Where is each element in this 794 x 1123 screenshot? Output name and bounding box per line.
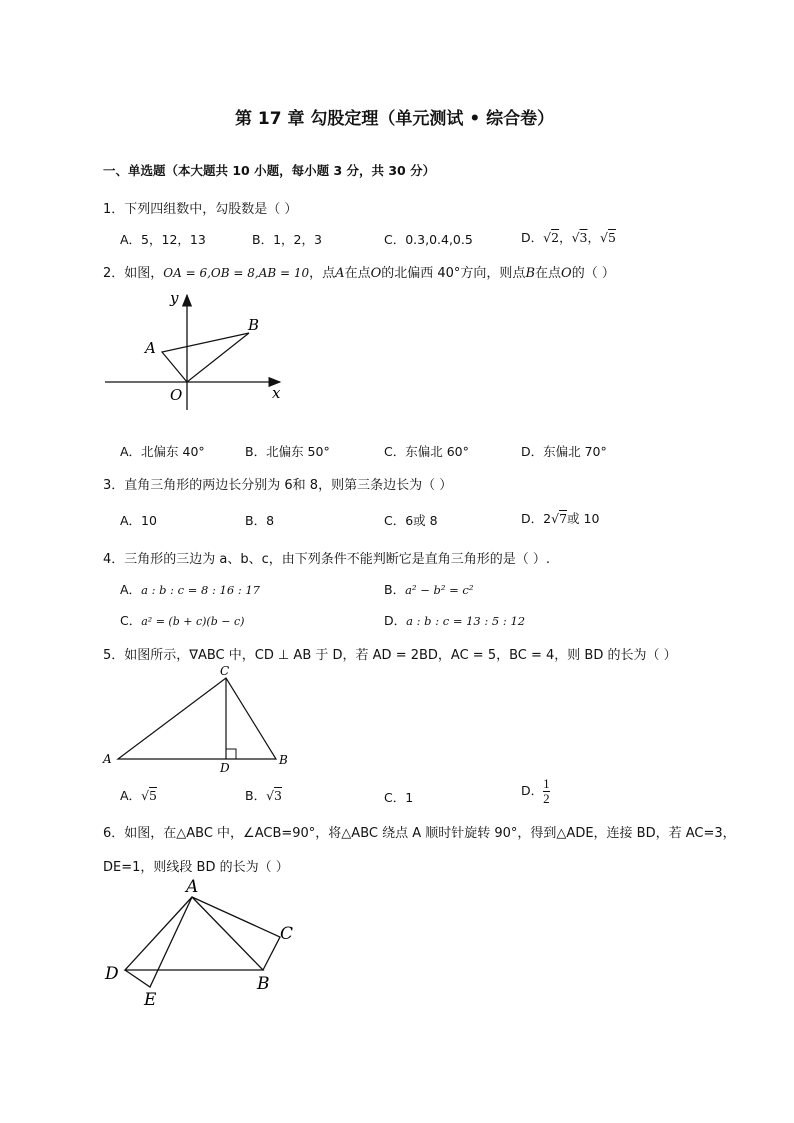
q6-label-a: A: [186, 877, 199, 897]
q5-stem: 5．如图所示，∇ABC 中，CD ⊥ AB 于 D，若 AD = 2BD，AC = 5，BC = 4，则 BD 的长为（ ）: [103, 648, 677, 663]
q6-stem-line2: DE=1，则线段 BD 的长为（ ）: [103, 860, 289, 875]
q5-option-b[interactable]: B．√3: [245, 788, 282, 803]
q5-label-a: A: [103, 752, 112, 766]
q4-option-a-expr: a : b : c = 8 : 16 : 17: [141, 583, 260, 597]
q5-label-c: C: [220, 664, 230, 678]
q2-option-a[interactable]: A．北偏东 40°: [120, 444, 205, 459]
q1-stem: 1．下列四组数中，勾股数是（ ）: [103, 202, 298, 217]
q2-number: 2．如图，: [103, 266, 164, 281]
q5-right-angle: [226, 749, 236, 759]
q5-label-b: B: [279, 753, 288, 767]
q6-figure: [100, 875, 310, 1010]
q5-fraction-num: 1: [543, 776, 550, 791]
q2-label-a: A: [145, 339, 156, 357]
q2-text-tail: 的（ ）: [571, 266, 615, 281]
page-title: 第 17 章 勾股定理（单元测试 • 综合卷）: [235, 109, 555, 129]
q6-triangle-ade: [125, 897, 192, 987]
q2-option-b[interactable]: B．北偏东 50°: [245, 444, 330, 459]
q1-option-b[interactable]: B．1，2，3: [252, 232, 322, 247]
q4-option-c-expr: a² = (b + c)(b − c): [141, 615, 245, 628]
q2-point-o: O: [370, 266, 382, 281]
q4-stem: 4．三角形的三边为 a、b、c，由下列条件不能判断它是直角三角形的是（ ）.: [103, 552, 551, 567]
q2-figure: [100, 285, 300, 410]
q6-triangle-abd: [125, 897, 263, 970]
q1-option-d-label: D．: [521, 230, 544, 245]
q5-option-a-root: 5: [149, 788, 157, 803]
q2-text-1: ，点: [309, 266, 336, 281]
q4-option-a[interactable]: [120, 580, 260, 598]
q6-stem-line1: 6．如图，在△ABC 中，∠ACB=90°，将△ABC 绕点 A 顺时针旋转 90°，得到△ADE，连接 BD，若 AC=3，: [103, 826, 736, 841]
q5-option-a-label: A．: [120, 788, 142, 803]
q5-option-c[interactable]: C．1: [384, 790, 414, 805]
q2-text-4: 在点: [535, 266, 562, 281]
q2-label-b: B: [248, 316, 260, 334]
q2-stem: [103, 262, 615, 281]
q2-label-x: x: [272, 384, 281, 402]
q3-option-d-suffix: 或 10: [567, 511, 600, 526]
q4-option-c-label: C．: [120, 613, 142, 628]
q2-point-o-2: O: [561, 266, 572, 281]
q3-option-c[interactable]: C．6或 8: [384, 513, 438, 528]
q6-label-c: C: [280, 924, 294, 944]
section-heading: 一、单选题（本大题共 10 小题，每小题 3 分，共 30 分）: [103, 163, 436, 178]
q5-option-a[interactable]: A．√5: [120, 788, 157, 803]
q6-label-e: E: [144, 990, 157, 1010]
q6-label-d: D: [105, 964, 119, 984]
q5-label-d: D: [220, 761, 230, 775]
q3-option-b[interactable]: B．8: [245, 513, 275, 528]
q2-point-a: A: [335, 266, 345, 281]
q1-root-2: 3: [579, 230, 588, 245]
q3-root: 7: [559, 511, 568, 526]
q1-option-c[interactable]: C．0.3,0.4,0.5: [384, 232, 473, 247]
q5-option-b-root: 3: [274, 788, 282, 803]
q5-option-d-fraction: [543, 777, 550, 806]
q1-option-d[interactable]: D．√2，√3，√5: [521, 230, 616, 245]
q2-label-o: O: [170, 386, 183, 404]
q6-triangle-abc: [192, 897, 280, 970]
q5-fraction-den: 2: [543, 791, 550, 806]
q4-option-b-label: B．: [384, 582, 406, 597]
q4-option-d-expr: a : b : c = 13 : 5 : 12: [406, 614, 526, 628]
q2-option-c[interactable]: C．东偏北 60°: [384, 444, 469, 459]
q3-option-a[interactable]: A．10: [120, 513, 157, 528]
q1-root-3: 5: [607, 230, 616, 245]
q5-option-b-label: B．: [245, 788, 267, 803]
q3-option-d[interactable]: D．2√7或 10: [521, 511, 600, 526]
q3-stem: 3．直角三角形的两边长分别为 6和 8，则第三条边长为（ ）: [103, 478, 453, 493]
q6-label-b: B: [257, 974, 270, 994]
q5-figure: [100, 663, 300, 773]
q2-text-2: 在点: [344, 266, 371, 281]
q2-label-y: y: [170, 289, 179, 307]
q3-option-d-label: D．2: [521, 511, 552, 526]
q2-text-3: 的北偏西 40°方向，则点: [381, 266, 526, 281]
q4-option-b[interactable]: [384, 580, 473, 598]
q2-point-b: B: [525, 266, 535, 281]
q2-triangle: [162, 333, 249, 382]
q4-option-a-label: A．: [120, 582, 142, 597]
q4-option-d-label: D．: [384, 613, 407, 628]
q2-condition: OA = 6,OB = 8,AB = 10: [163, 266, 310, 280]
q5-triangle: [118, 678, 276, 759]
q5-option-d[interactable]: [521, 777, 550, 806]
q5-option-d-label: D．: [521, 783, 544, 798]
q1-option-a[interactable]: A．5，12，13: [120, 232, 206, 247]
q2-option-d[interactable]: D．东偏北 70°: [521, 444, 607, 459]
q4-option-c[interactable]: [120, 611, 244, 629]
q1-root-1: 2: [551, 230, 560, 245]
q4-option-d[interactable]: [384, 611, 525, 629]
q4-option-b-expr: a² − b² = c²: [405, 583, 474, 597]
